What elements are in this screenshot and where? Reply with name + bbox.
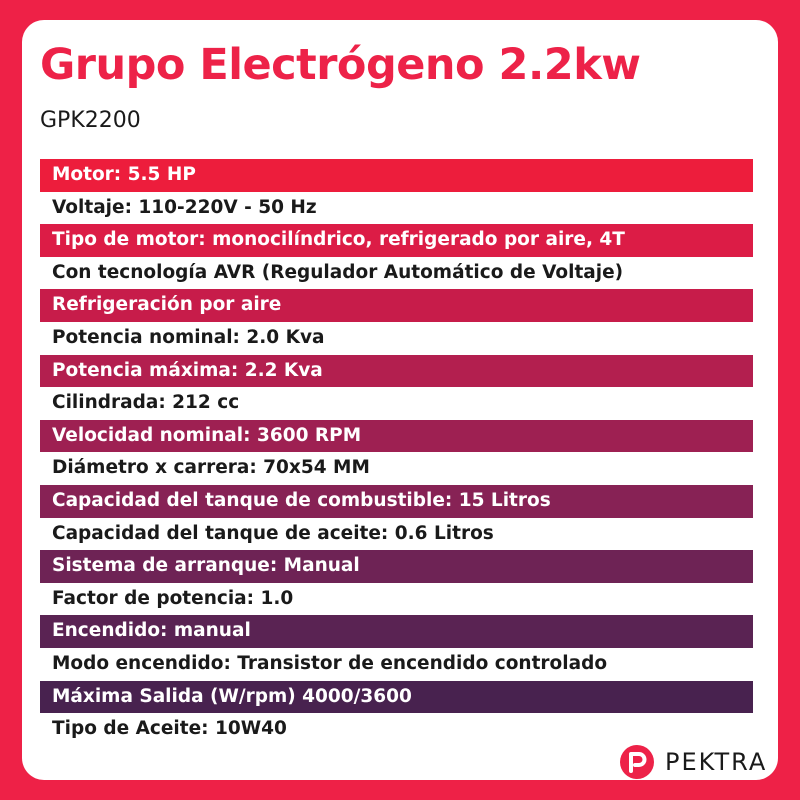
spec-row-highlighted: Sistema de arranque: Manual [40, 550, 753, 583]
spec-row-highlighted: Tipo de motor: monocilíndrico, refrigerado por aire, 4T [40, 224, 753, 257]
spec-list [40, 159, 753, 746]
spec-row: Factor de potencia: 1.0 [52, 587, 294, 609]
spec-row-highlighted: Potencia máxima: 2.2 Kva [40, 355, 753, 388]
brand-name: PEKTRA [665, 748, 768, 776]
pektra-logo-icon [620, 745, 654, 779]
page-title: Grupo Electrógeno 2.2kw [40, 40, 641, 90]
spec-row: Voltaje: 110-220V - 50 Hz [52, 196, 317, 218]
spec-row: Cilindrada: 212 cc [52, 392, 240, 414]
spec-row-highlighted: Motor: 5.5 HP [40, 159, 753, 192]
spec-row-highlighted: Refrigeración por aire [40, 289, 753, 322]
spec-row-highlighted: Máxima Salida (W/rpm) 4000/3600 [40, 681, 753, 714]
spec-row: Tipo de Aceite: 10W40 [52, 718, 287, 740]
spec-row: Capacidad del tanque de aceite: 0.6 Litros [52, 522, 494, 544]
spec-row-highlighted: Capacidad del tanque de combustible: 15 Litros [40, 485, 753, 518]
spec-row: Con tecnología AVR (Regulador Automático de Voltaje) [52, 261, 624, 283]
spec-row: Diámetro x carrera: 70x54 MM [52, 457, 370, 479]
model-code: GPK2200 [40, 108, 141, 133]
spec-row-highlighted: Velocidad nominal: 3600 RPM [40, 420, 753, 453]
spec-row: Potencia nominal: 2.0 Kva [52, 326, 325, 348]
spec-row-highlighted: Encendido: manual [40, 615, 753, 648]
spec-row: Modo encendido: Transistor de encendido controlado [52, 652, 608, 674]
